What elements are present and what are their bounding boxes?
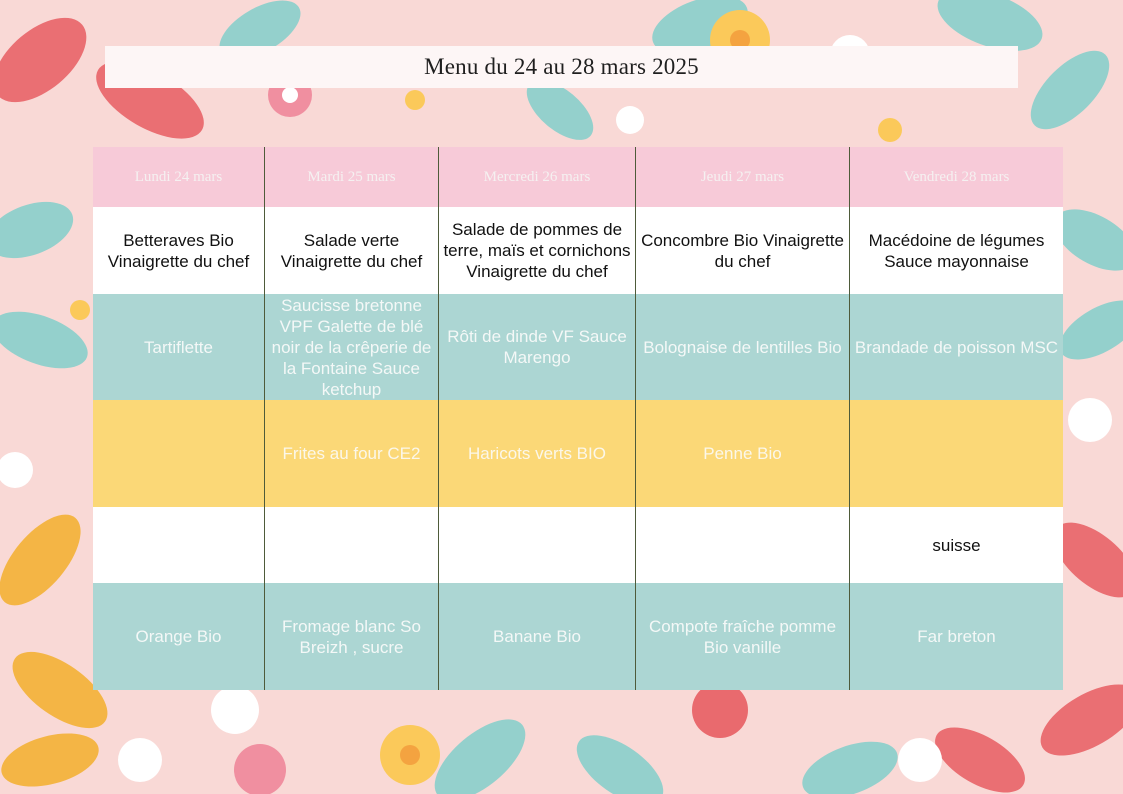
side-dish-cell: Penne Bio — [636, 400, 850, 507]
starter-cell: Concombre Bio Vinaigrette du chef — [636, 207, 850, 294]
dessert-cell: Far breton — [850, 583, 1063, 690]
weekly-menu-table — [93, 147, 1063, 690]
menu-title-bar — [105, 46, 1018, 88]
dessert-cell: Orange Bio — [93, 583, 265, 690]
side-dish-cell — [93, 400, 265, 507]
dessert-cell: Banane Bio — [439, 583, 636, 690]
dairy-cell — [439, 507, 636, 583]
starter-cell: Betteraves Bio Vinaigrette du chef — [93, 207, 265, 294]
dessert-cell: Fromage blanc So Breizh , sucre — [265, 583, 439, 690]
side-dish-cell: Haricots verts BIO — [439, 400, 636, 507]
dessert-cell: Compote fraîche pomme Bio vanille — [636, 583, 850, 690]
main-dish-cell: Rôti de dinde VF Sauce Marengo — [439, 294, 636, 400]
day-header: Mercredi 26 mars — [439, 147, 636, 207]
main-dish-cell: Bolognaise de lentilles Bio — [636, 294, 850, 400]
day-header: Jeudi 27 mars — [636, 147, 850, 207]
day-header: Lundi 24 mars — [93, 147, 265, 207]
dairy-cell — [265, 507, 439, 583]
dairy-cell — [93, 507, 265, 583]
dairy-cell: suisse — [850, 507, 1063, 583]
main-dish-cell: Saucisse bretonne VPF Galette de blé noir de la crêperie de la Fontaine Sauce ketchup — [265, 294, 439, 400]
side-dish-cell: Frites au four CE2 — [265, 400, 439, 507]
side-dish-cell — [850, 400, 1063, 507]
starter-cell: Salade de pommes de terre, maïs et cornichons Vinaigrette du chef — [439, 207, 636, 294]
starter-cell: Macédoine de légumes Sauce mayonnaise — [850, 207, 1063, 294]
main-dish-cell: Tartiflette — [93, 294, 265, 400]
day-header: Vendredi 28 mars — [850, 147, 1063, 207]
menu-title: Menu du 24 au 28 mars 2025 — [424, 54, 699, 79]
day-header: Mardi 25 mars — [265, 147, 439, 207]
dairy-cell — [636, 507, 850, 583]
starter-cell: Salade verte Vinaigrette du chef — [265, 207, 439, 294]
main-dish-cell: Brandade de poisson MSC — [850, 294, 1063, 400]
